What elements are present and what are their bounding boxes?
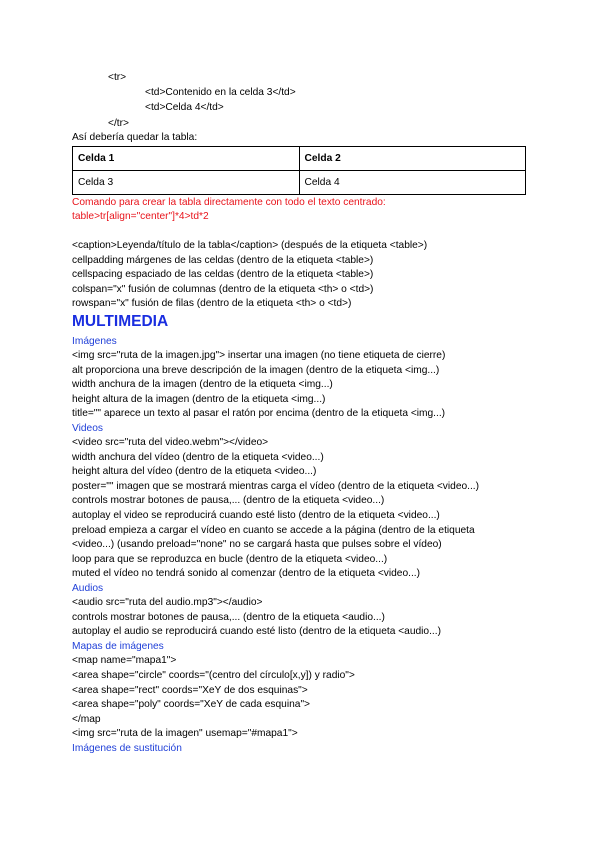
code-line: </tr> — [108, 118, 129, 129]
section-title-videos: Videos — [72, 423, 103, 434]
command-description: Comando para crear la tabla directamente con todo el texto centrado: — [72, 197, 386, 208]
mapas-line: </map — [72, 714, 101, 725]
code-line: <td>Celda 4</td> — [145, 102, 224, 113]
multimedia-heading: MULTIMEDIA — [72, 313, 169, 330]
videos-line: muted el vídeo no tendrá sonido al comenzar (dentro de la etiqueta <video...) — [72, 568, 421, 579]
section-title-sustitucion: Imágenes de sustitución — [72, 743, 182, 754]
table-intro: Así debería quedar la tabla: — [72, 132, 198, 143]
audios-line: controls mostrar botones de pausa,... (dentro de la etiqueta <audio...) — [72, 612, 385, 623]
videos-line: height altura del vídeo (dentro de la etiqueta <video...) — [72, 466, 317, 477]
example-table — [72, 146, 526, 195]
videos-line: controls mostrar botones de pausa,... (dentro de la etiqueta <video...) — [72, 495, 385, 506]
table-cell: Celda 4 — [299, 171, 526, 195]
videos-line: <video...) (usando preload="none" no se cargará hasta que pulses sobre el vídeo) — [72, 539, 442, 550]
table-header-row — [73, 147, 526, 171]
table-row — [73, 171, 526, 195]
mapas-line: <area shape="rect" coords="XeY de dos esquinas"> — [72, 685, 308, 696]
mapas-line: <area shape="poly" coords="XeY de cada esquina"> — [72, 699, 311, 710]
code-line: <tr> — [108, 72, 127, 83]
section-title-audios: Audios — [72, 583, 104, 594]
videos-line: preload empieza a cargar el vídeo en cuanto se accede a la página (dentro de la etiqueta — [72, 525, 475, 536]
imagenes-line: width anchura de la imagen (dentro de la etiqueta <img...) — [72, 379, 333, 390]
table-cell: Celda 3 — [73, 171, 300, 195]
attr-line: rowspan="x" fusión de filas (dentro de la etiqueta <th> o <td>) — [72, 298, 352, 309]
command-code: table>tr[align="center"]*4>td*2 — [72, 211, 209, 222]
imagenes-line: height altura de la imagen (dentro de la etiqueta <img...) — [72, 394, 326, 405]
attr-line: <caption>Leyenda/título de la tabla</caption> (después de la etiqueta <table>) — [72, 240, 428, 251]
mapas-line: <area shape="circle" coords="(centro del círculo[x,y]) y radio"> — [72, 670, 355, 681]
videos-line: width anchura del vídeo (dentro de la etiqueta <video...) — [72, 452, 324, 463]
videos-line: <video src="ruta del video.webm"></video> — [72, 437, 269, 448]
imagenes-line: title="" aparece un texto al pasar el ratón por encima (dentro de la etiqueta <img...) — [72, 408, 446, 419]
videos-line: poster="" imagen que se mostrará mientras carga el vídeo (dentro de la etiqueta <video...) — [72, 481, 480, 492]
section-title-imagenes: Imágenes — [72, 336, 117, 347]
videos-line: autoplay el video se reproducirá cuando esté listo (dentro de la etiqueta <video...) — [72, 510, 440, 521]
section-title-mapas: Mapas de imágenes — [72, 641, 164, 652]
table-header-cell: Celda 2 — [299, 147, 526, 171]
audios-line: autoplay el audio se reproducirá cuando esté listo (dentro de la etiqueta <audio...) — [72, 626, 441, 637]
table-header-cell: Celda 1 — [73, 147, 300, 171]
mapas-line: <img src="ruta de la imagen" usemap="#mapa1"> — [72, 728, 298, 739]
attr-line: colspan="x" fusión de columnas (dentro de la etiqueta <th> o <td>) — [72, 284, 374, 295]
code-line: <td>Contenido en la celda 3</td> — [145, 87, 296, 98]
mapas-line: <map name="mapa1"> — [72, 655, 177, 666]
attr-line: cellpadding márgenes de las celdas (dentro de la etiqueta <table>) — [72, 255, 374, 266]
attr-line: cellspacing espaciado de las celdas (dentro de la etiqueta <table>) — [72, 269, 374, 280]
audios-line: <audio src="ruta del audio.mp3"></audio> — [72, 597, 263, 608]
videos-line: loop para que se reproduzca en bucle (dentro de la etiqueta <video...) — [72, 554, 388, 565]
imagenes-line: <img src="ruta de la imagen.jpg"> insertar una imagen (no tiene etiqueta de cierre) — [72, 350, 446, 361]
imagenes-line: alt proporciona una breve descripción de la imagen (dentro de la etiqueta <img...) — [72, 365, 440, 376]
